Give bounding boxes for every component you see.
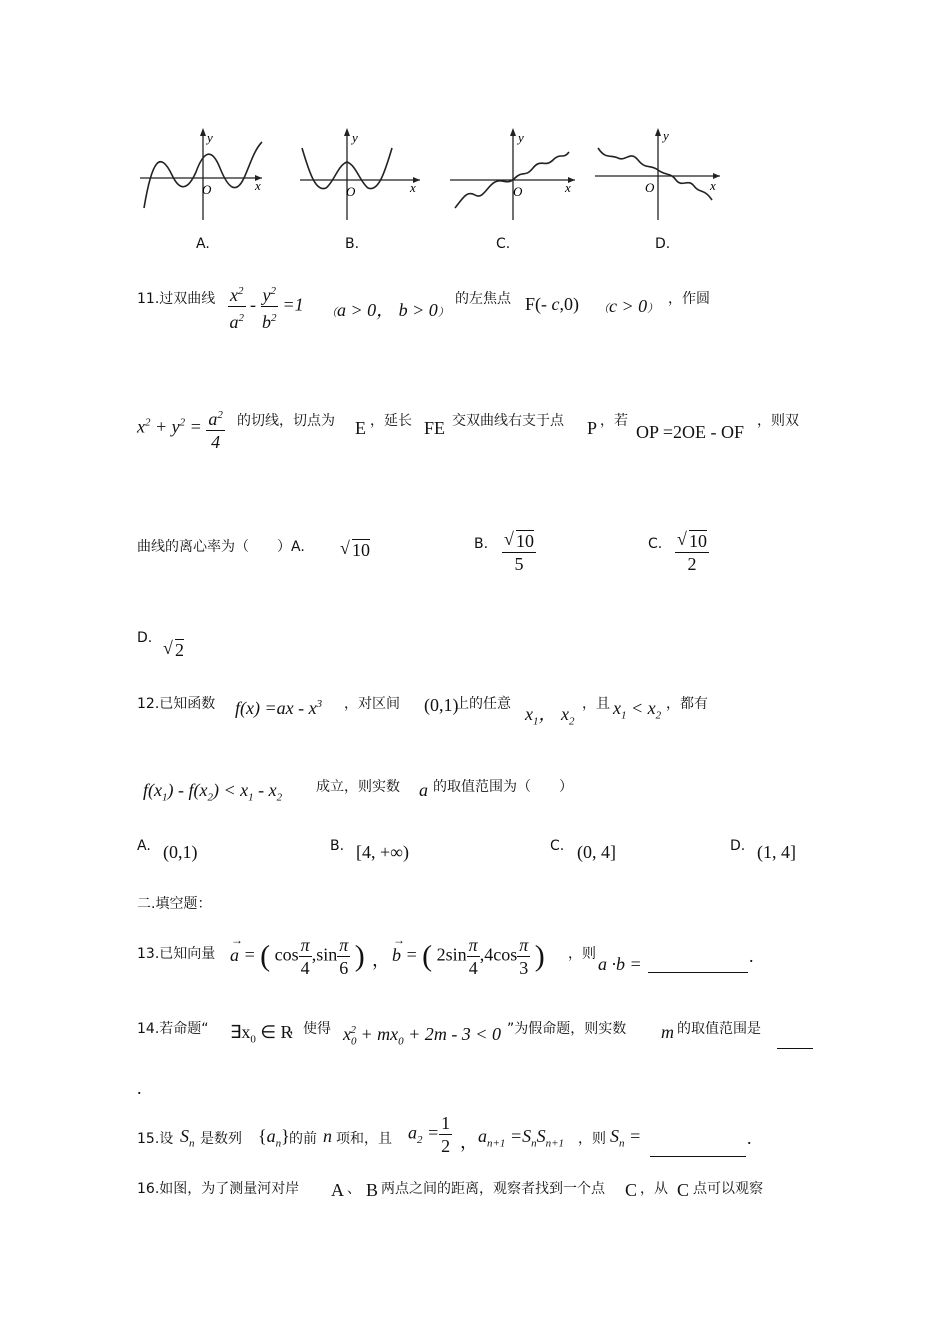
q13-answer-blank[interactable] bbox=[648, 958, 748, 977]
q15-recurrence: $a_{n+1} =S_nS_{n+1}$ bbox=[478, 1126, 565, 1150]
q16-text2: ，从 bbox=[640, 1181, 668, 1197]
axis-y-label: y bbox=[352, 130, 358, 145]
q12-option-c: C. bbox=[550, 838, 565, 854]
q12-text1: ，对区间 bbox=[344, 696, 400, 712]
axis-x-label: x bbox=[565, 180, 571, 195]
q11-option-c: C. bbox=[648, 536, 663, 552]
graph-label-c: C. bbox=[496, 236, 511, 252]
q12-interval: (0,1) bbox=[424, 695, 459, 715]
q11-text2: ，作圆 bbox=[668, 291, 710, 307]
q12-option-b-value: [4, +∞) bbox=[356, 842, 409, 862]
axis-x-label: x bbox=[255, 178, 261, 193]
q12-option-d: D. bbox=[730, 838, 746, 854]
q12-option-b: B. bbox=[330, 838, 345, 854]
q16-text3: 点可以观察 bbox=[693, 1181, 763, 1197]
q16-prefix: 16.如图，为了测量河对岸 bbox=[137, 1181, 300, 1197]
origin-label: O bbox=[513, 184, 523, 199]
q12-cond: $x_1 < x_2$ bbox=[613, 698, 662, 722]
function-graphs bbox=[130, 120, 730, 230]
q11-vector-eq: OP =2OE - OF bbox=[636, 422, 744, 442]
q14-var-m: m bbox=[661, 1022, 674, 1042]
q14-text3: 的取值范围是 bbox=[677, 1021, 761, 1037]
q12-inequality: $f(x_1) - f(x_2) < x_1 - x_2$ bbox=[143, 780, 283, 804]
q11-text6: ，若 bbox=[600, 413, 628, 429]
graph-label-a: A. bbox=[196, 236, 210, 252]
q11-prefix: 11.过双曲线 bbox=[137, 291, 216, 307]
q15-answer-blank[interactable] bbox=[650, 1142, 746, 1161]
q13-vector-b: b → = ( 2sin $\frac{\pi}{4}$ ,4cos $\frac{\pi}{3}$ ) bbox=[392, 932, 545, 978]
q11-option-c-value: √ $\frac{10}{2}$ bbox=[675, 530, 709, 575]
q16-point-b: B bbox=[366, 1180, 379, 1200]
q12-option-a: A. bbox=[137, 838, 151, 854]
q13-vector-a: a → = ( cos $\frac{\pi}{4}$ ,sin $\frac{\pi}{6}$ ) bbox=[230, 932, 365, 978]
q16-text1: 两点之间的距离，观察者找到一个点 bbox=[381, 1181, 605, 1197]
graph-label-d: D. bbox=[655, 236, 671, 252]
graph-a bbox=[140, 128, 262, 220]
q15-a2: $a_2$ = $\frac{1}{2}$ bbox=[408, 1113, 451, 1156]
axis-y-label: y bbox=[518, 130, 524, 145]
q14-prefix: 14.若命题“ bbox=[137, 1021, 209, 1037]
origin-label: O bbox=[202, 182, 212, 197]
q12-option-a-value: (0,1) bbox=[163, 842, 198, 862]
q16-point-c: C bbox=[625, 1180, 638, 1200]
q11-option-b: B. bbox=[474, 536, 489, 552]
q11-text1: 的左焦点 bbox=[455, 291, 511, 307]
q12-option-c-value: (0, 4] bbox=[577, 842, 616, 862]
q12-option-d-value: (1, 4] bbox=[757, 842, 796, 862]
q11-option-d: D. bbox=[137, 630, 153, 646]
q13-sep: ， bbox=[372, 950, 390, 970]
q15-prefix: 15.设 bbox=[137, 1131, 174, 1147]
q15-var-n: n bbox=[323, 1126, 332, 1146]
q11-focus: F(- c,0) bbox=[525, 294, 579, 314]
origin-label: O bbox=[645, 180, 655, 195]
q11-circle-eq: $x^2 + y^2$ = $\frac{a^2}{4}$ bbox=[137, 404, 225, 453]
q15-seq: $\{a_n\}$ bbox=[258, 1126, 290, 1150]
q16-sep: 、 bbox=[347, 1181, 361, 1197]
graph-b bbox=[300, 128, 420, 220]
q11-conditions: （a > 0， b > 0） bbox=[326, 300, 449, 320]
q15-sep: ， bbox=[460, 1132, 478, 1152]
q12-prefix: 12.已知函数 bbox=[137, 696, 216, 712]
q13-dot-product: a ·b = bbox=[598, 954, 642, 974]
q13-text1: ，则 bbox=[568, 946, 596, 962]
q15-text4: ，则 bbox=[578, 1131, 606, 1147]
axis-x-label: x bbox=[410, 180, 416, 195]
q14-answer-blank[interactable] bbox=[777, 1034, 813, 1053]
q11-point-p: P bbox=[587, 418, 598, 438]
q11-hyperbola-eq: $\frac{x^2}{a^2}$ - $\frac{y^2}{b^2}$ =1 bbox=[228, 280, 304, 333]
q16-point-a: A bbox=[331, 1180, 344, 1200]
q15-text2: 的前 bbox=[289, 1131, 317, 1147]
q11-point-e: E bbox=[355, 418, 366, 438]
q11-text3: 的切线，切点为 bbox=[237, 413, 335, 429]
q15-period: . bbox=[747, 1128, 752, 1148]
q14-tail: . bbox=[137, 1078, 142, 1098]
section-heading: 二.填空题： bbox=[137, 896, 212, 912]
q11-text4: ，延长 bbox=[370, 413, 412, 429]
q15-sn-eq: $S_n$ = bbox=[610, 1126, 642, 1150]
q15-text1: 是数列 bbox=[200, 1131, 242, 1147]
q13-prefix: 13.已知向量 bbox=[137, 946, 216, 962]
axis-y-label: y bbox=[663, 128, 669, 143]
axis-x-label: x bbox=[710, 178, 716, 193]
q14-exists: $\exists x_0$ ∈ R bbox=[230, 1022, 293, 1046]
graph-c bbox=[450, 128, 575, 220]
q12-text5: 成立，则实数 bbox=[316, 779, 400, 795]
q14-text1: ，使得 bbox=[289, 1021, 331, 1037]
q12-var-a: a bbox=[419, 780, 428, 800]
q11-text8: 曲线的离心率为（ ）A. bbox=[137, 539, 305, 555]
q11-text7: ，则双 bbox=[757, 413, 799, 429]
q14-text2: ”为假命题，则实数 bbox=[507, 1021, 627, 1037]
q15-text3: 项和，且 bbox=[336, 1131, 392, 1147]
axis-y-label: y bbox=[207, 130, 213, 145]
q13-period: . bbox=[749, 946, 754, 966]
q15-sn: $S_n$ bbox=[180, 1126, 195, 1150]
q11-option-d-value: √ 2 bbox=[163, 640, 184, 661]
q12-text6: 的取值范围为（ ） bbox=[433, 779, 573, 795]
q16-point-c2: C bbox=[677, 1180, 690, 1200]
q12-text3: ，且 bbox=[582, 696, 610, 712]
q11-fe: FE bbox=[424, 418, 446, 438]
q12-text2: 上的任意 bbox=[455, 696, 511, 712]
q12-function: $f(x) =ax - x^3$ bbox=[235, 698, 323, 718]
q11-option-a-value: √ 10 bbox=[340, 540, 370, 561]
q11-option-b-value: √ $\frac{10}{5}$ bbox=[502, 530, 536, 575]
q11-text5: 交双曲线右支于点 bbox=[452, 413, 564, 429]
origin-label: O bbox=[346, 184, 356, 199]
graph-d bbox=[595, 128, 720, 220]
q12-vars: $x_1$， $x_2$ bbox=[525, 704, 575, 728]
graph-label-b: B. bbox=[345, 236, 360, 252]
q14-inequality: $x_0^2 + mx_0 + 2m - 3 < 0$ bbox=[343, 1024, 501, 1048]
q12-text4: ，都有 bbox=[666, 696, 708, 712]
q11-c-cond: （c > 0） bbox=[598, 296, 659, 316]
